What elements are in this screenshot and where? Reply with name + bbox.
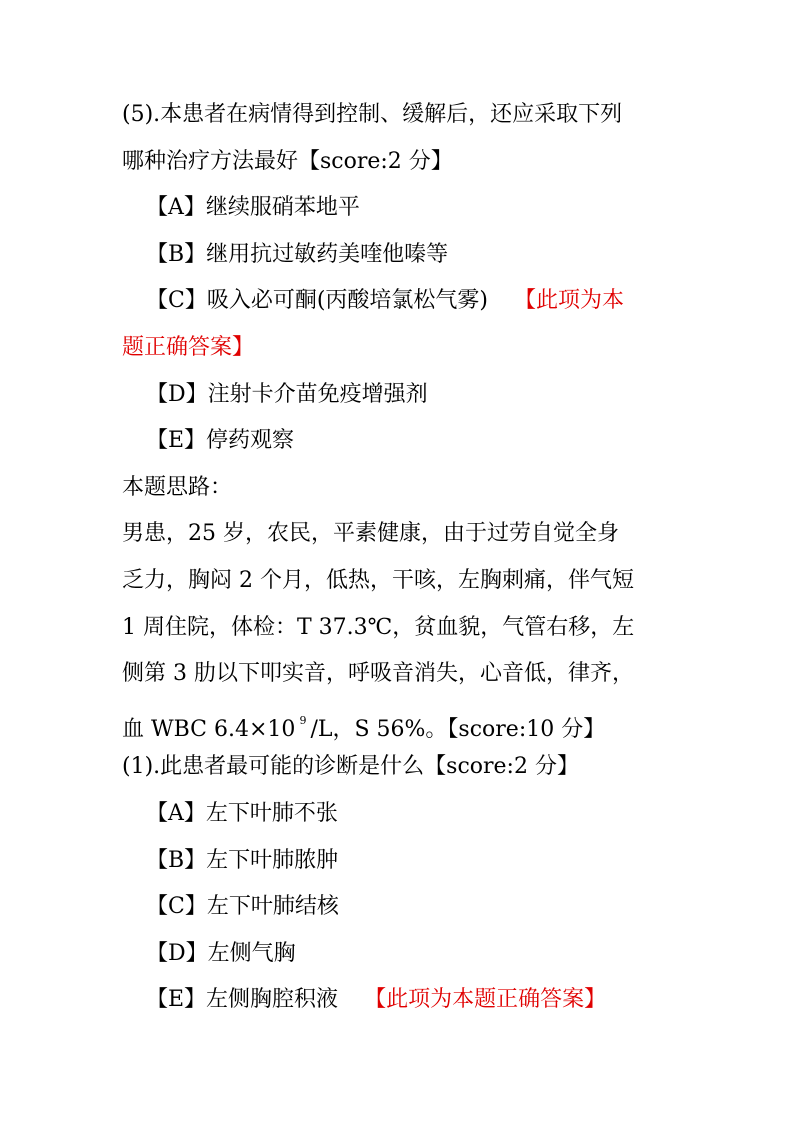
case-line5-a: 血 WBC 6.4×10	[122, 716, 296, 742]
q5-option-b: 【B】继用抗过敏药美喹他嗪等	[146, 241, 449, 267]
case-line3: 1 周住院，体检：T 37.3℃，贫血貌，气管右移，左	[122, 614, 635, 640]
q5-option-e: 【E】停药观察	[146, 428, 295, 454]
q5-option-c	[122, 278, 682, 325]
case-line4: 侧第 3 肋以下叩实音，呼吸音消失，心音低，律齐，	[122, 661, 634, 687]
q1-option-e-text: 【E】左侧胸腔积液	[146, 987, 339, 1013]
q1-stem: (1).此患者最可能的诊断是什么【score:2 分】	[122, 754, 579, 780]
q5-option-c-text: 【C】吸入必可酮(丙酸培氯松气雾)	[146, 288, 489, 314]
q5-answer-tag-part1: 【此项为本	[514, 288, 625, 314]
q5-stem-line1: (5).本患者在病情得到控制、缓解后，还应采取下列	[122, 102, 623, 127]
q1-option-c: 【C】左下叶肺结核	[146, 894, 339, 920]
case-line5	[122, 698, 682, 745]
case-line1: 男患，25 岁，农民，平素健康，由于过劳自觉全身	[122, 521, 619, 547]
q1-option-d: 【D】左侧气胸	[146, 940, 296, 966]
q5-stem-line2: 哪种治疗方法最好【score:2 分】	[122, 148, 453, 174]
document-page	[122, 92, 682, 1024]
q1-option-e	[122, 977, 682, 1024]
case-line5-superscript: 9	[299, 713, 307, 727]
q5-option-a: 【A】继续服硝苯地平	[146, 195, 360, 221]
q1-answer-tag: 【此项为本题正确答案】	[364, 987, 607, 1013]
q1-option-a: 【A】左下叶肺不张	[146, 800, 338, 826]
q5-answer-tag-part2: 题正确答案】	[122, 334, 255, 360]
q1-option-b: 【B】左下叶肺脓肿	[146, 847, 339, 873]
thinking-label: 本题思路：	[122, 474, 233, 500]
case-line2: 乏力，胸闷 2 个月，低热，干咳，左胸刺痛，伴气短	[122, 567, 634, 593]
case-line5-b: /L，S 56%。【score:10 分】	[310, 716, 606, 742]
q5-option-d: 【D】注射卡介苗免疫增强剂	[146, 381, 428, 407]
